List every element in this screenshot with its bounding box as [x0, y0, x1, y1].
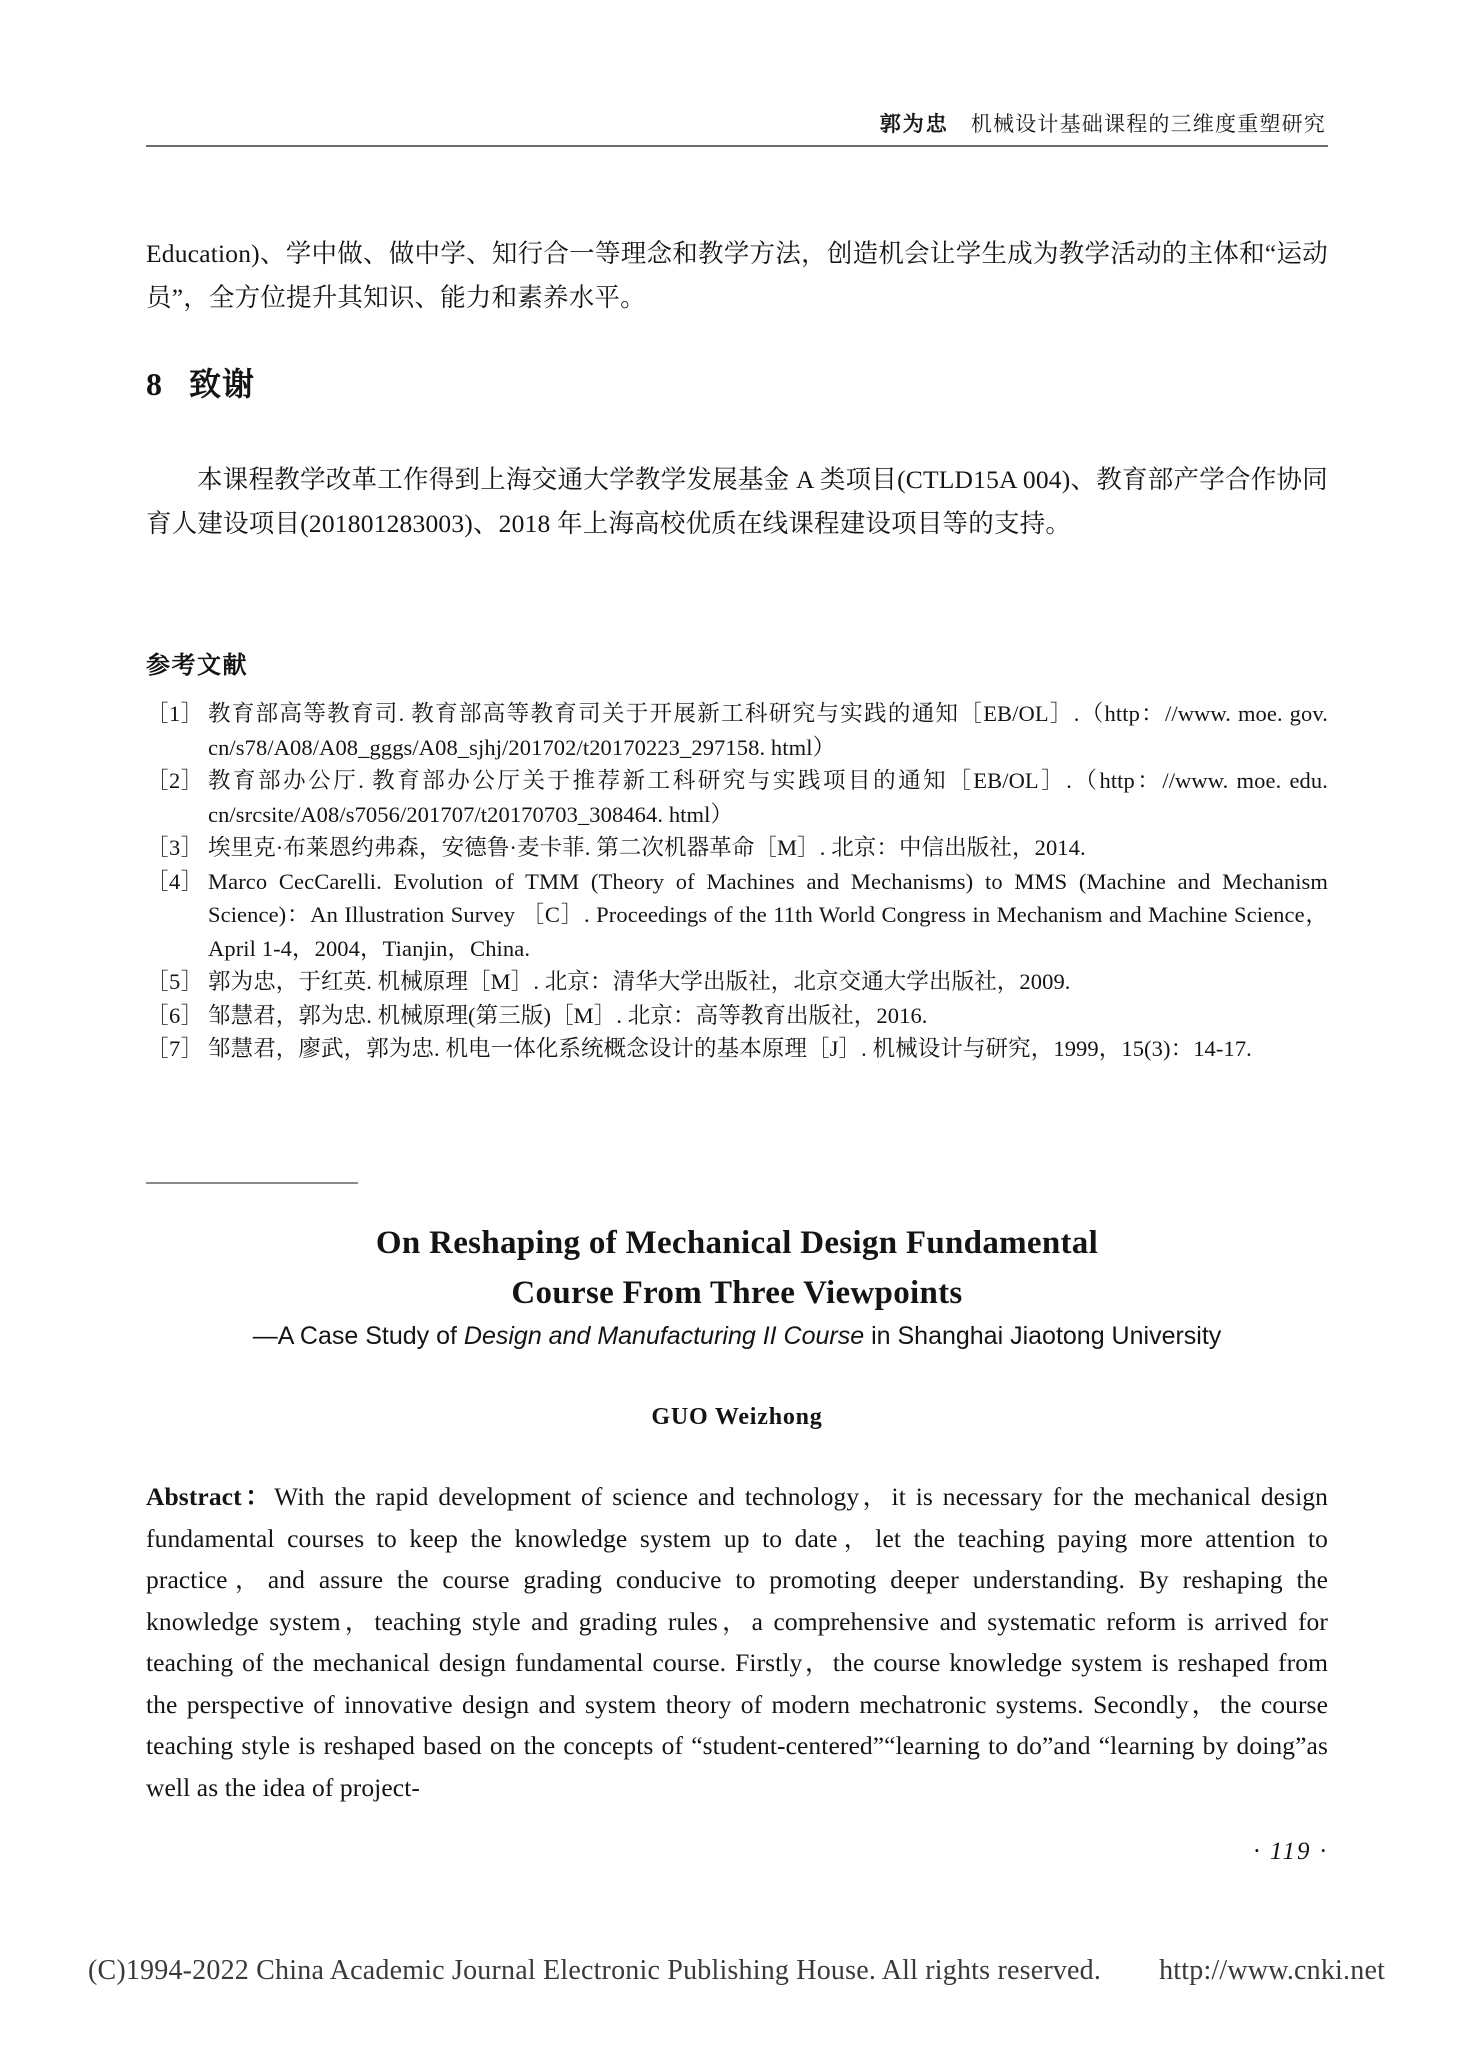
reference-label: ［2］: [146, 768, 204, 793]
reference-label: ［4］: [146, 868, 204, 894]
acknowledgement-block: [146, 458, 1328, 546]
reference-item: [146, 1032, 1328, 1066]
english-title-line-1: On Reshaping of Mechanical Design Fundamental: [375, 1225, 1099, 1261]
cnki-copyright: (C)1994-2022 China Academic Journal Electronic Publishing House. All rights reserved.: [87, 1955, 1102, 1986]
acknowledgement-heading: [146, 364, 255, 404]
reference-item: [146, 965, 1328, 999]
running-head: [146, 108, 1326, 138]
references-list: [146, 697, 1328, 1066]
reference-text: 邹慧君，郭为忠. 机械原理(第三版)［M］. 北京：高等教育出版社，2016.: [208, 1002, 928, 1028]
english-subtitle: [146, 1322, 1328, 1351]
abstract-label: Abstract：: [146, 1482, 275, 1511]
english-subtitle-course: Design and Manufacturing II Course: [463, 1322, 865, 1350]
header-rule: [146, 145, 1328, 147]
reference-label: ［5］: [146, 969, 204, 994]
reference-item: [146, 697, 1328, 764]
reference-label: ［1］: [146, 701, 204, 726]
english-title-line-2: Course From Three Viewpoints: [511, 1275, 963, 1311]
cnki-url[interactable]: http://www.cnki.net: [1159, 1955, 1386, 1986]
english-section-divider: [146, 1182, 358, 1184]
reference-text: 教育部高等教育司. 教育部高等教育司关于开展新工科研究与实践的通知［EB/OL］.（http：//www. moe. gov. cn/s78/A08/A08_gggs/A08_sjhj/201702/t20170223_297158. html）: [208, 701, 1328, 760]
acknowledgement-paragraph: 本课程教学改革工作得到上海交通大学教学发展基金 A 类项目(CTLD15A 004)、教育部产学合作协同育人建设项目(201801283003)、2018 年上海高校优质在线课程建设项目等的支持。: [146, 465, 1328, 538]
acknowledgement-number: 8: [146, 366, 163, 402]
english-subtitle-suffix: in Shanghai Jiaotong University: [864, 1322, 1222, 1350]
reference-item: [146, 865, 1328, 966]
english-title: [146, 1218, 1328, 1318]
acknowledgement-heading-label: 致谢: [189, 366, 256, 402]
running-head-author: 郭为忠: [879, 112, 949, 136]
continued-paragraph: Education)、学中做、做中学、知行合一等理念和教学方法，创造机会让学生成为教学活动的主体和“运动员”，全方位提升其知识、能力和素养水平。: [146, 239, 1328, 312]
reference-text: 教育部办公厅. 教育部办公厅关于推荐新工科研究与实践项目的通知［EB/OL］.（http：//www. moe. edu. cn/srcsite/A08/s7056/201707/t20170703_308464. html）: [208, 768, 1328, 827]
running-head-title: 机械设计基础课程的三维度重塑研究: [970, 112, 1326, 136]
reference-item: [146, 999, 1328, 1033]
abstract-text: With the rapid development of science and technology，it is necessary for the mechanical design fundamental courses to keep the knowledge system up to date，let the teaching paying more attention to practice，and assure the course grading conducive to promoting deeper understanding. By reshaping the knowledge system，teaching style and grading rules，a comprehensive and systematic reform is arrived for teaching of the mechanical design fundamental course. Firstly，the course knowledge system is reshaped from the perspective of innovative design and system theory of modern mechatronic systems. Secondly，the course teaching style is reshaped based on the concepts of “student-centered”“learning to do”and “learning by doing”as well as the idea of project-: [146, 1482, 1328, 1802]
reference-item: [146, 764, 1328, 831]
reference-label: ［3］: [146, 835, 204, 860]
references-heading: 参考文献: [146, 653, 248, 679]
reference-item: [146, 831, 1328, 865]
reference-text: 埃里克·布莱恩约弗森，安德鲁·麦卡菲. 第二次机器革命［M］. 北京：中信出版社，2014.: [208, 835, 1086, 860]
continued-paragraph-block: [146, 232, 1328, 320]
reference-label: ［7］: [146, 1036, 204, 1061]
english-subtitle-prefix: —A Case Study of: [252, 1322, 464, 1350]
abstract-block: [146, 1476, 1328, 1808]
reference-text: Marco CecCarelli. Evolution of TMM (Theory of Machines and Mechanisms) to MMS (Machine and Mechanism Science)：An Illustration Survey ［C］. Proceedings of the 11th World Congress in Mechanism and Machine Science，April 1‐4，2004，Tianjin，China.: [208, 868, 1328, 961]
page-number: · 119 ·: [1253, 1838, 1328, 1865]
english-author: GUO Weizhong: [651, 1404, 823, 1430]
reference-text: 邹慧君，廖武，郭为忠. 机电一体化系统概念设计的基本原理［J］. 机械设计与研究，1999，15(3)：14‐17.: [208, 1036, 1252, 1061]
reference-text: 郭为忠，于红英. 机械原理［M］. 北京：清华大学出版社，北京交通大学出版社，2009.: [208, 969, 1071, 994]
reference-label: ［6］: [146, 1002, 204, 1028]
cnki-footer: [0, 1955, 1473, 1987]
